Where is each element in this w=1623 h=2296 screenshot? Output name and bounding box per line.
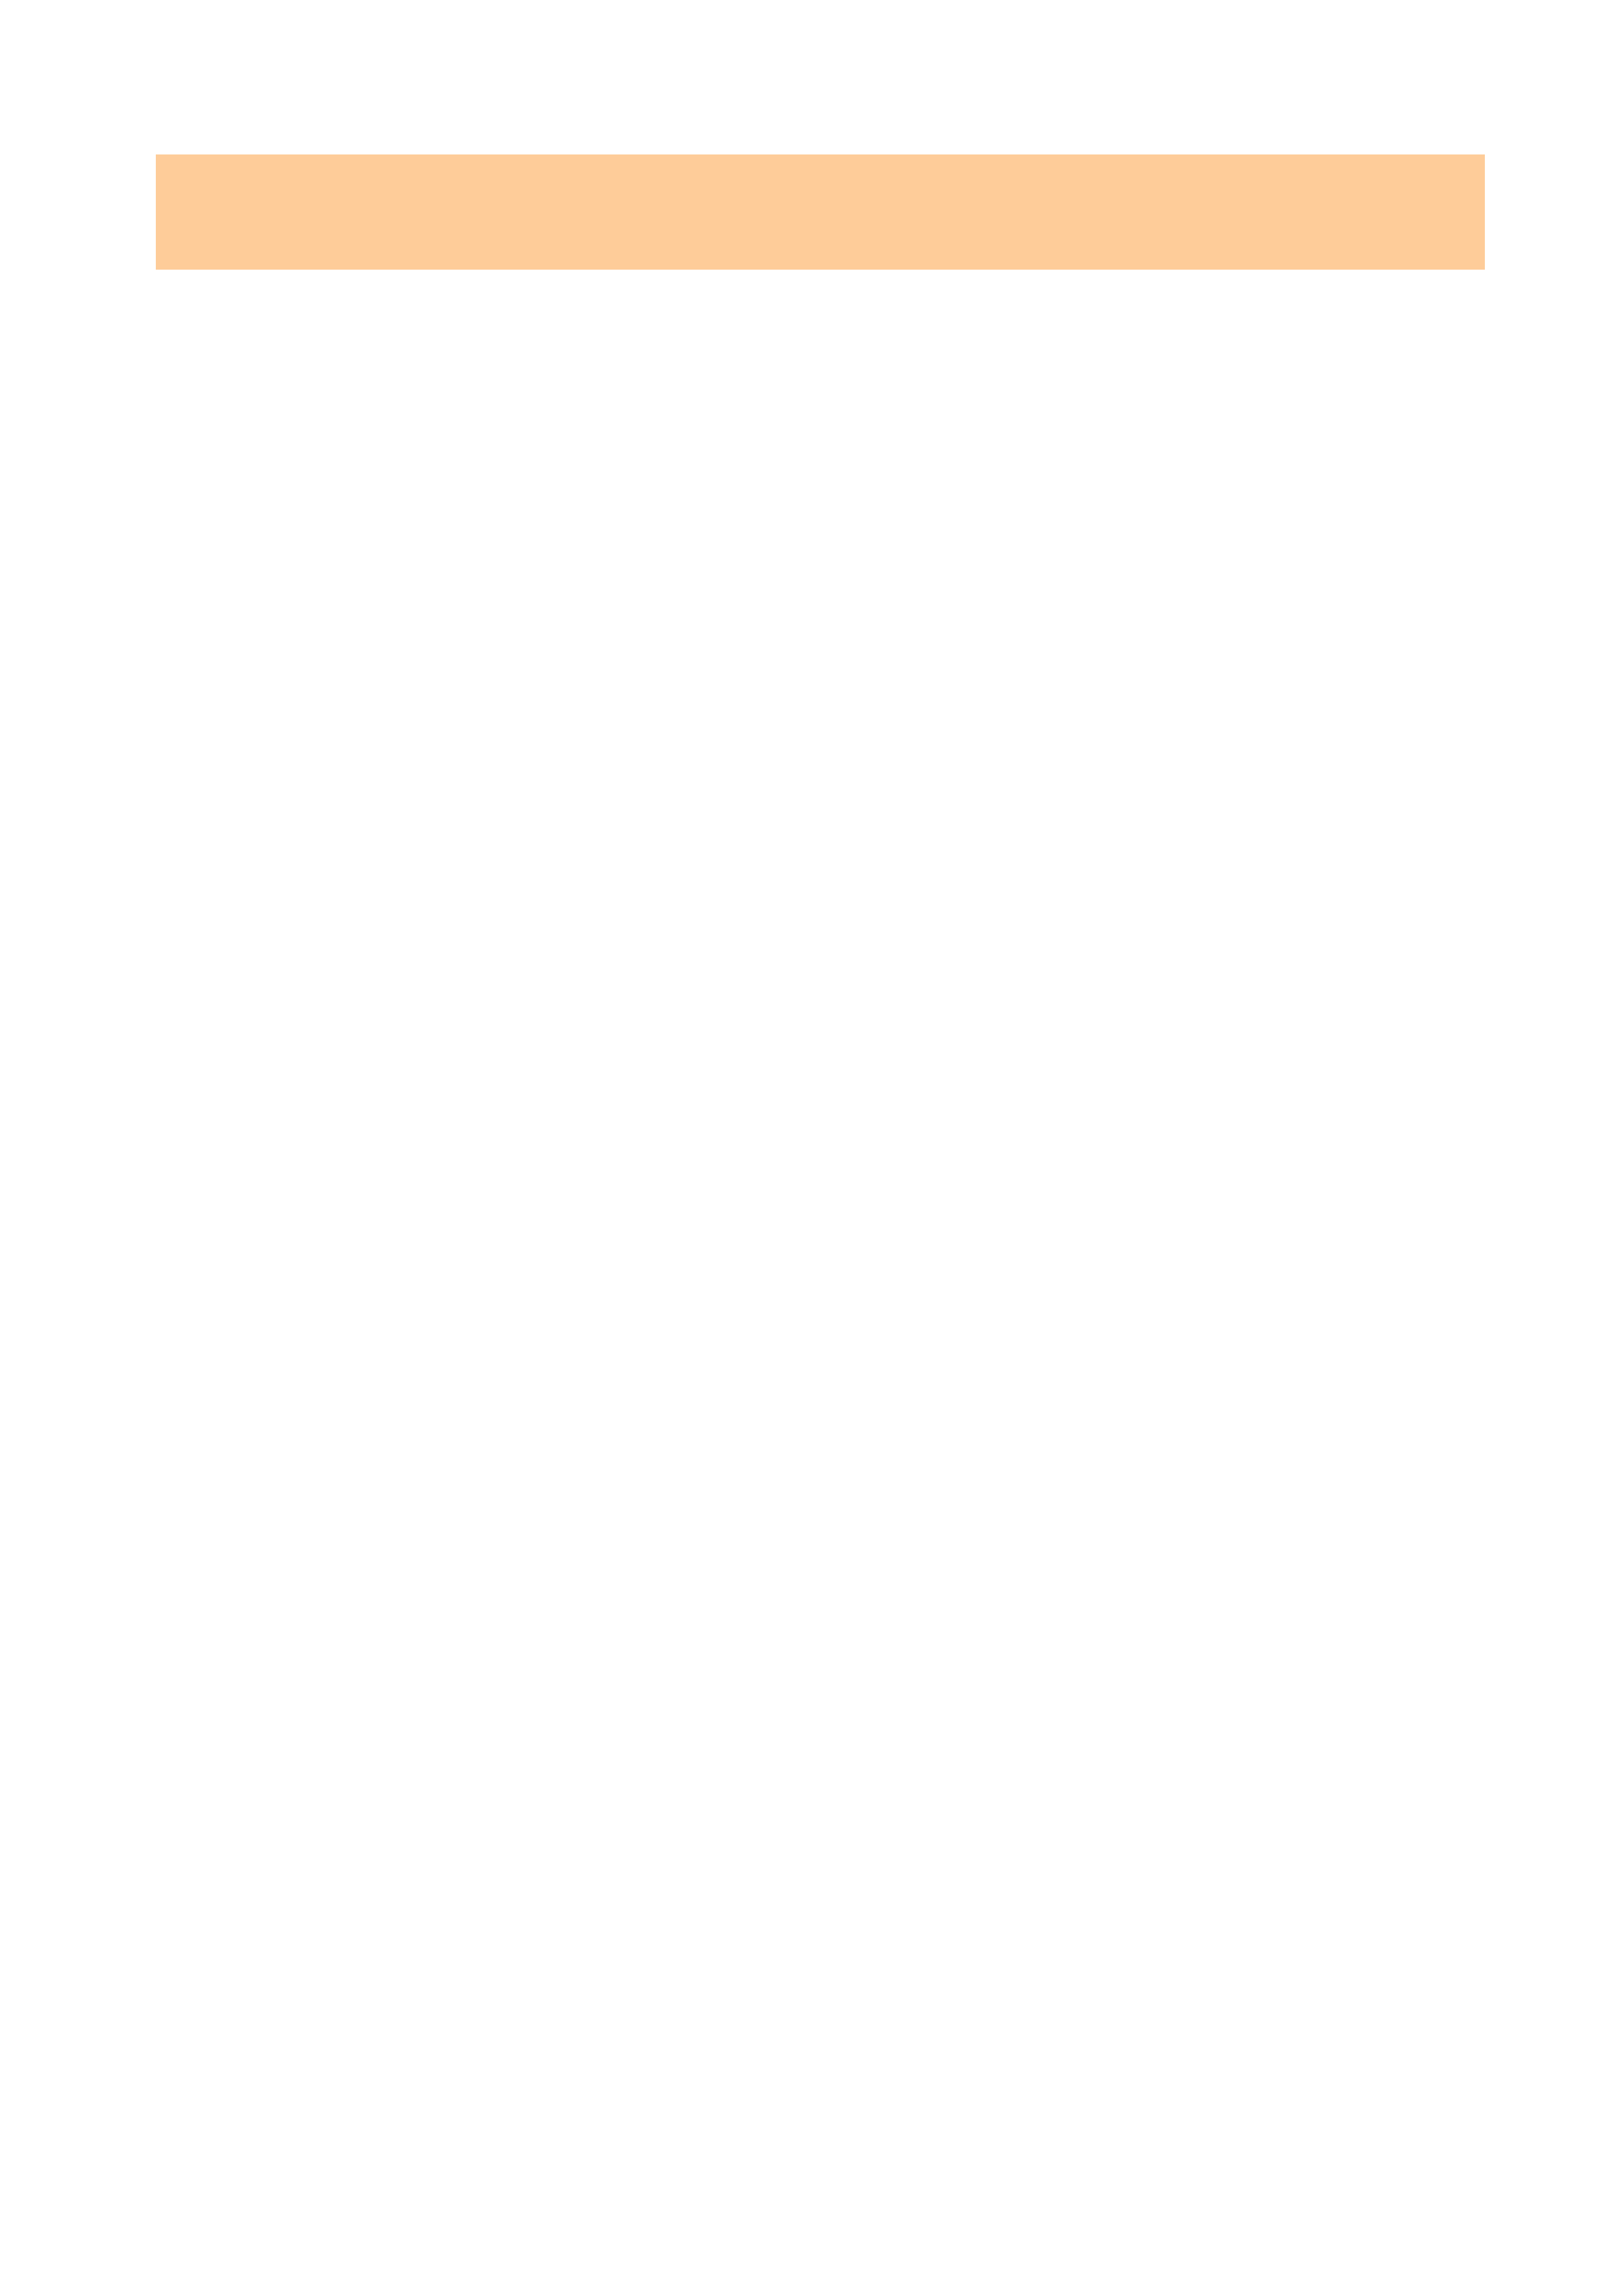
title-banner [156, 154, 1485, 270]
